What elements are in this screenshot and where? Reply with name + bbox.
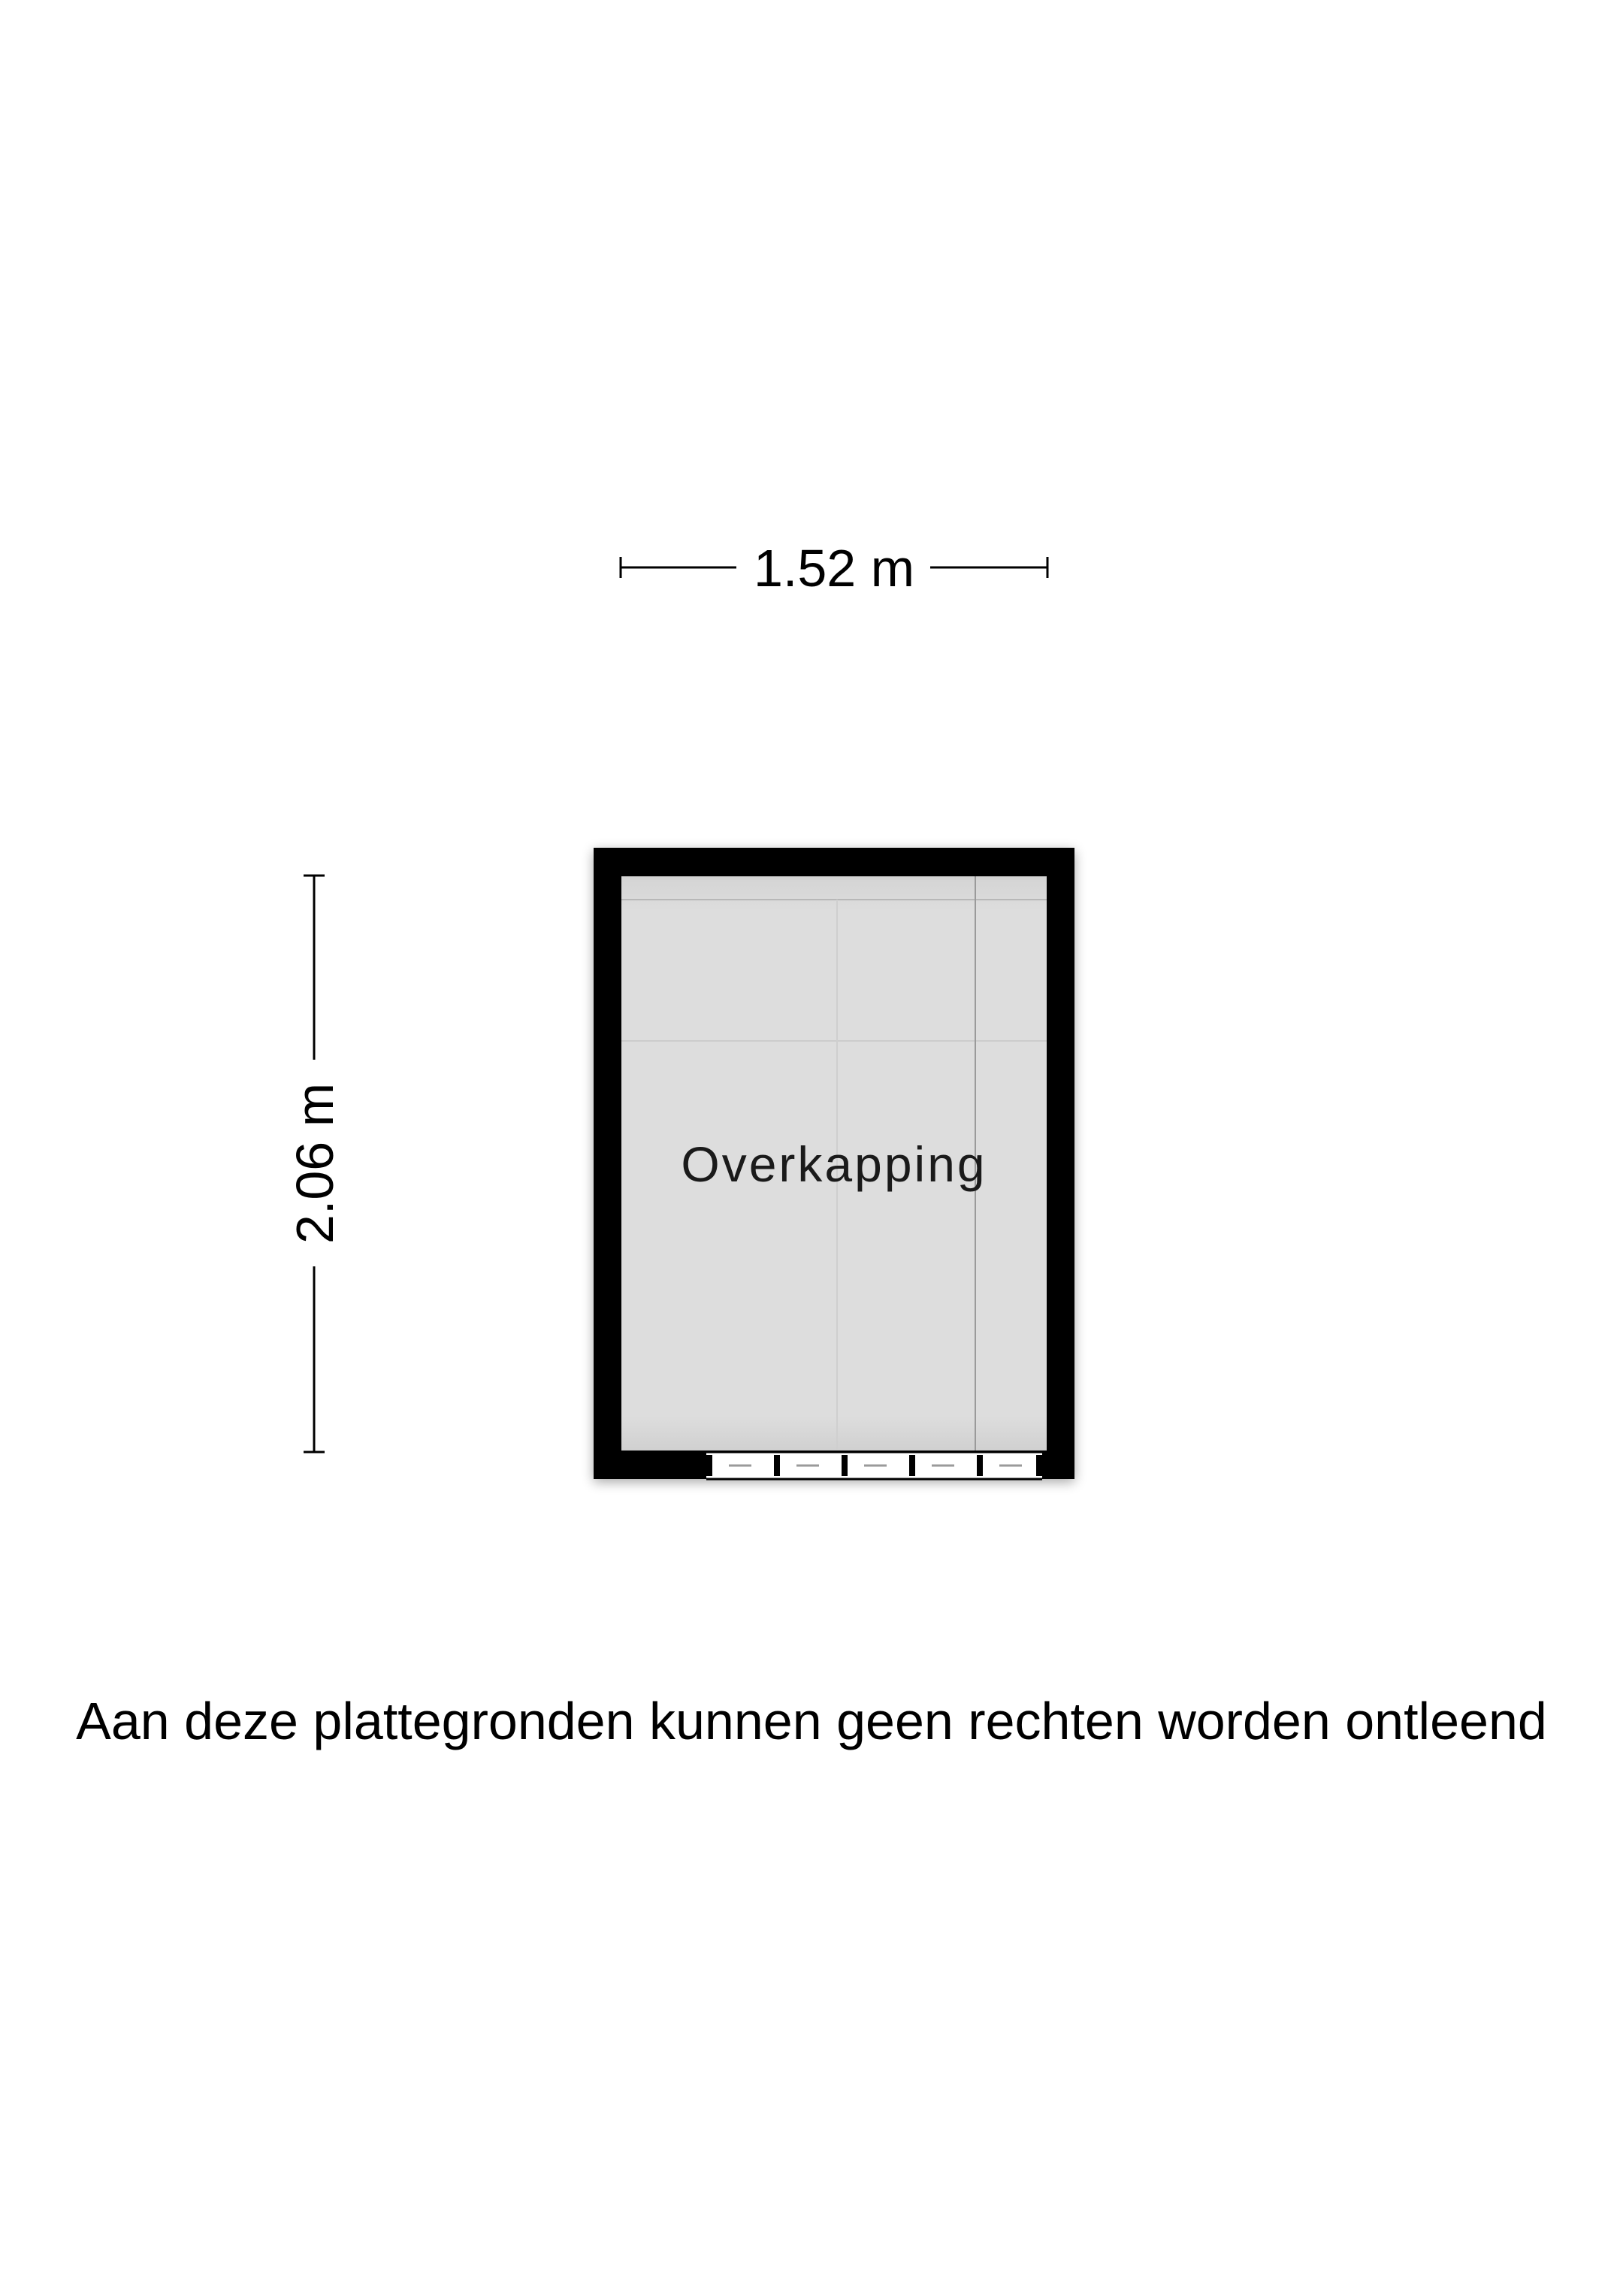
disclaimer-text: Aan deze plattegronden kunnen geen rechten worden ontleend <box>76 1692 1547 1750</box>
opening-segment-2 <box>774 1455 780 1476</box>
opening-segment-3 <box>842 1455 848 1476</box>
opening-segment-5 <box>977 1455 983 1476</box>
height-dimension <box>286 876 344 1452</box>
wall-opening <box>706 1452 1042 1479</box>
width-dimension-label: 1.52 m <box>754 539 914 597</box>
opening-segment-4 <box>909 1455 915 1476</box>
room-label: Overkapping <box>681 1136 987 1192</box>
opening-segment-6 <box>1036 1455 1042 1476</box>
width-dimension <box>621 539 1047 597</box>
opening-segment-1 <box>706 1455 712 1476</box>
height-dimension-label: 2.06 m <box>286 1083 344 1244</box>
